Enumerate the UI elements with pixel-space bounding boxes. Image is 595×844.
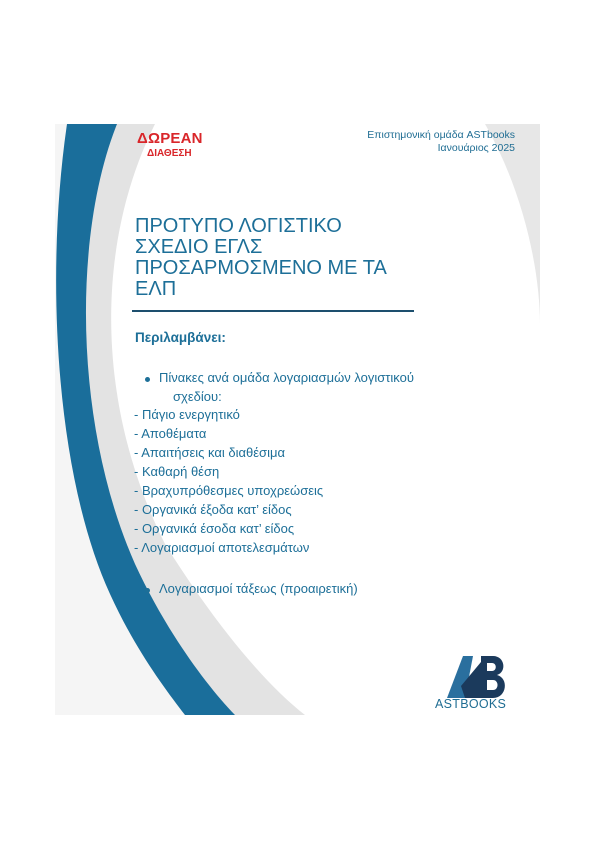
free-badge-line1: ΔΩΡΕΑΝ — [137, 130, 203, 147]
title-line: ΠΡΟΤΥΠΟ ΛΟΓΙΣΤΙΚΟ — [135, 215, 342, 237]
list-item: - Απαιτήσεις και διαθέσιμα — [134, 445, 285, 460]
list-item: - Οργανικά έξοδα κατ’ είδος — [134, 502, 292, 517]
includes-label: Περιλαμβάνει: — [135, 330, 226, 345]
bullet-dot — [145, 588, 150, 593]
account-groups-list — [134, 405, 323, 557]
bullet-tables — [159, 368, 414, 406]
list-item: - Βραχυπρόθεσμες υποχρεώσεις — [134, 483, 324, 498]
list-item: - Πάγιο ενεργητικό — [134, 407, 240, 422]
bullet-tables-line2: σχεδίου: — [173, 389, 222, 404]
bullet-dot — [145, 377, 150, 382]
list-item: - Οργανικά έσοδα κατ’ είδος — [134, 521, 295, 536]
astbooks-logo-text: ASTBOOKS — [435, 697, 507, 711]
bullet-memo-accounts: Λογαριασμοί τάξεως (προαιρετική) — [159, 581, 358, 596]
astbooks-logo-icon — [447, 654, 509, 698]
list-item: - Λογαριασμοί αποτελεσμάτων — [134, 540, 310, 555]
bullet-tables-line1: Πίνακες ανά ομάδα λογαριασμών λογιστικού — [159, 370, 414, 385]
title-line: ΕΛΠ — [135, 278, 177, 300]
author-team: Επιστημονική ομάδα ASTbooks — [367, 129, 515, 141]
list-item: - Αποθέματα — [134, 426, 207, 441]
document-title — [135, 216, 435, 300]
cover-page — [55, 124, 540, 715]
title-line: ΣΧΕΔΙΟ ΕΓΛΣ — [135, 236, 263, 258]
title-divider — [132, 310, 414, 312]
title-line: ΠΡΟΣΑΡΜΟΣΜΕΝΟ ΜΕ ΤΑ — [135, 257, 387, 279]
free-badge-line2: ΔΙΑΘΕΣΗ — [147, 148, 192, 159]
list-item: - Καθαρή θέση — [134, 464, 220, 479]
publication-date: Ιανουάριος 2025 — [437, 142, 515, 154]
